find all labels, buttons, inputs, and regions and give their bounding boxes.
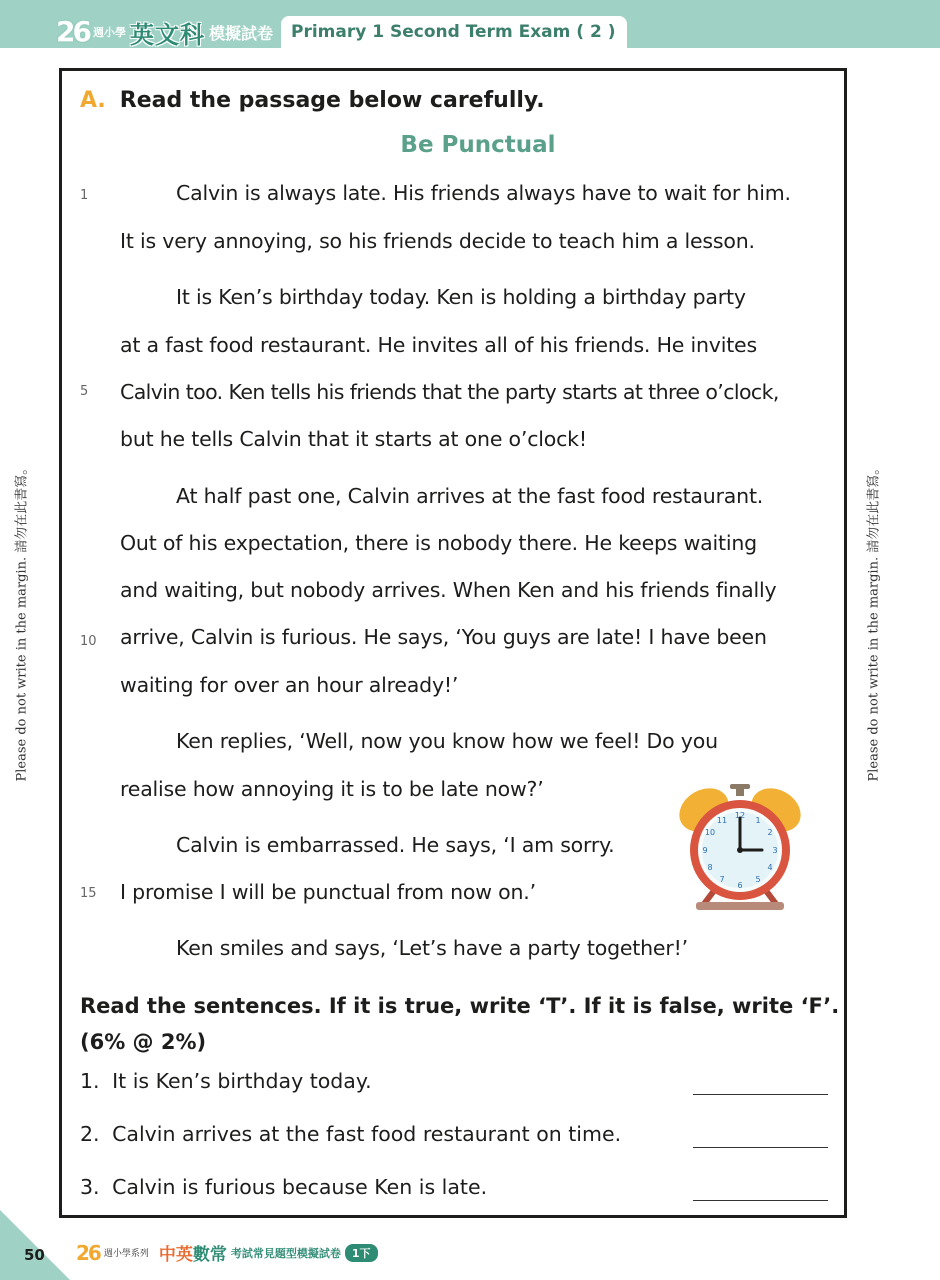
header-logo: 26 (56, 15, 89, 48)
alarm-clock-icon (672, 784, 806, 916)
question-number: 2. (80, 1122, 100, 1146)
question-item (80, 1069, 372, 1093)
page-number: 50 (24, 1246, 45, 1264)
svg-text:9: 9 (702, 846, 708, 855)
passage-line: Ken replies, ‘Well, now you know how we feel! Do you (176, 729, 718, 753)
line-number: 10 (80, 634, 97, 649)
footer-grade-badge: 1下 (345, 1244, 378, 1262)
corner-decoration (0, 1210, 70, 1280)
svg-text:3: 3 (772, 846, 778, 855)
svg-text:10: 10 (704, 828, 716, 837)
svg-text:2: 2 (767, 828, 773, 837)
line-number: 1 (80, 188, 89, 203)
question-number: 1. (80, 1069, 100, 1093)
footer-logo: 26 (76, 1240, 100, 1265)
header-logo-sub: 週小學 (92, 26, 126, 39)
passage-line: At half past one, Calvin arrives at the fast food restaurant. (176, 484, 764, 508)
passage-line: I promise I will be punctual from now on.’ (120, 880, 536, 904)
passage-line: Ken smiles and says, ‘Let’s have a party together!’ (176, 936, 688, 960)
svg-text:7: 7 (719, 875, 725, 884)
passage-line: waiting for over an hour already!’ (120, 673, 459, 697)
passage-line: realise how annoying it is to be late now?’ (120, 777, 544, 801)
exam-title: Primary 1 Second Term Exam ( 2 ) (281, 16, 627, 48)
passage-line: It is very annoying, so his friends decide to teach him a lesson. (120, 229, 755, 253)
answer-field[interactable] (693, 1200, 828, 1201)
passage-line: Calvin is always late. His friends always have to wait for him. (176, 181, 791, 205)
margin-note-right: Please do not write in the margin. 請勿在此書寫。 (866, 461, 882, 782)
passage-line: and waiting, but nobody arrives. When Ken and his friends finally (120, 578, 777, 602)
passage-line: It is Ken’s birthday today. Ken is holding a birthday party (176, 285, 746, 309)
svg-text:5: 5 (755, 875, 761, 884)
answer-field[interactable] (693, 1094, 828, 1095)
footer-brand-a: 中英 (158, 1245, 193, 1265)
svg-text:12: 12 (734, 811, 746, 820)
svg-text:8: 8 (707, 863, 713, 872)
header-subject: 英文科 (129, 20, 205, 49)
passage-line: Calvin is embarrassed. He says, ‘I am sorry. (176, 833, 615, 857)
passage-line: at a fast food restaurant. He invites all of his friends. He invites (120, 333, 757, 357)
question-number: 3. (80, 1175, 100, 1199)
svg-text:1: 1 (755, 816, 761, 825)
passage-line: arrive, Calvin is furious. He says, ‘You guys are late! I have been (120, 625, 767, 649)
footer (76, 1240, 378, 1265)
line-number: 15 (80, 886, 97, 901)
footer-desc: 考試常見題型模擬試卷 (230, 1246, 341, 1260)
line-number: 5 (80, 384, 89, 399)
svg-text:11: 11 (716, 816, 728, 825)
question-item (80, 1175, 487, 1199)
question-text: Calvin arrives at the fast food restaurant on time. (112, 1122, 622, 1146)
svg-text:4: 4 (767, 863, 773, 872)
passage-line: Out of his expectation, there is nobody there. He keeps waiting (120, 531, 757, 555)
passage-line: but he tells Calvin that it starts at one o’clock! (120, 427, 587, 451)
footer-logo-sub: 週小學系列 (103, 1249, 149, 1259)
question-text: It is Ken’s birthday today. (112, 1069, 372, 1093)
passage-line: Calvin too. Ken tells his friends that the party starts at three o’clock, (120, 380, 779, 404)
svg-text:6: 6 (737, 881, 743, 890)
answer-field[interactable] (693, 1147, 828, 1148)
question-text: Calvin is furious because Ken is late. (112, 1175, 488, 1199)
section-heading (80, 88, 545, 113)
header (56, 16, 627, 48)
question-instruction: Read the sentences. If it is true, write ‘T’. If it is false, write ‘F’. (6% @ 2%) (80, 994, 840, 1054)
section-letter: A. (80, 88, 106, 113)
question-item (80, 1122, 621, 1146)
margin-note-left: Please do not write in the margin. 請勿在此書寫。 (14, 461, 30, 782)
section-heading-text: Read the passage below carefully. (119, 88, 545, 113)
footer-brand-b: 數常 (192, 1245, 227, 1265)
passage-title: Be Punctual (400, 132, 556, 158)
header-mock-label: 模擬試卷 (208, 23, 273, 43)
